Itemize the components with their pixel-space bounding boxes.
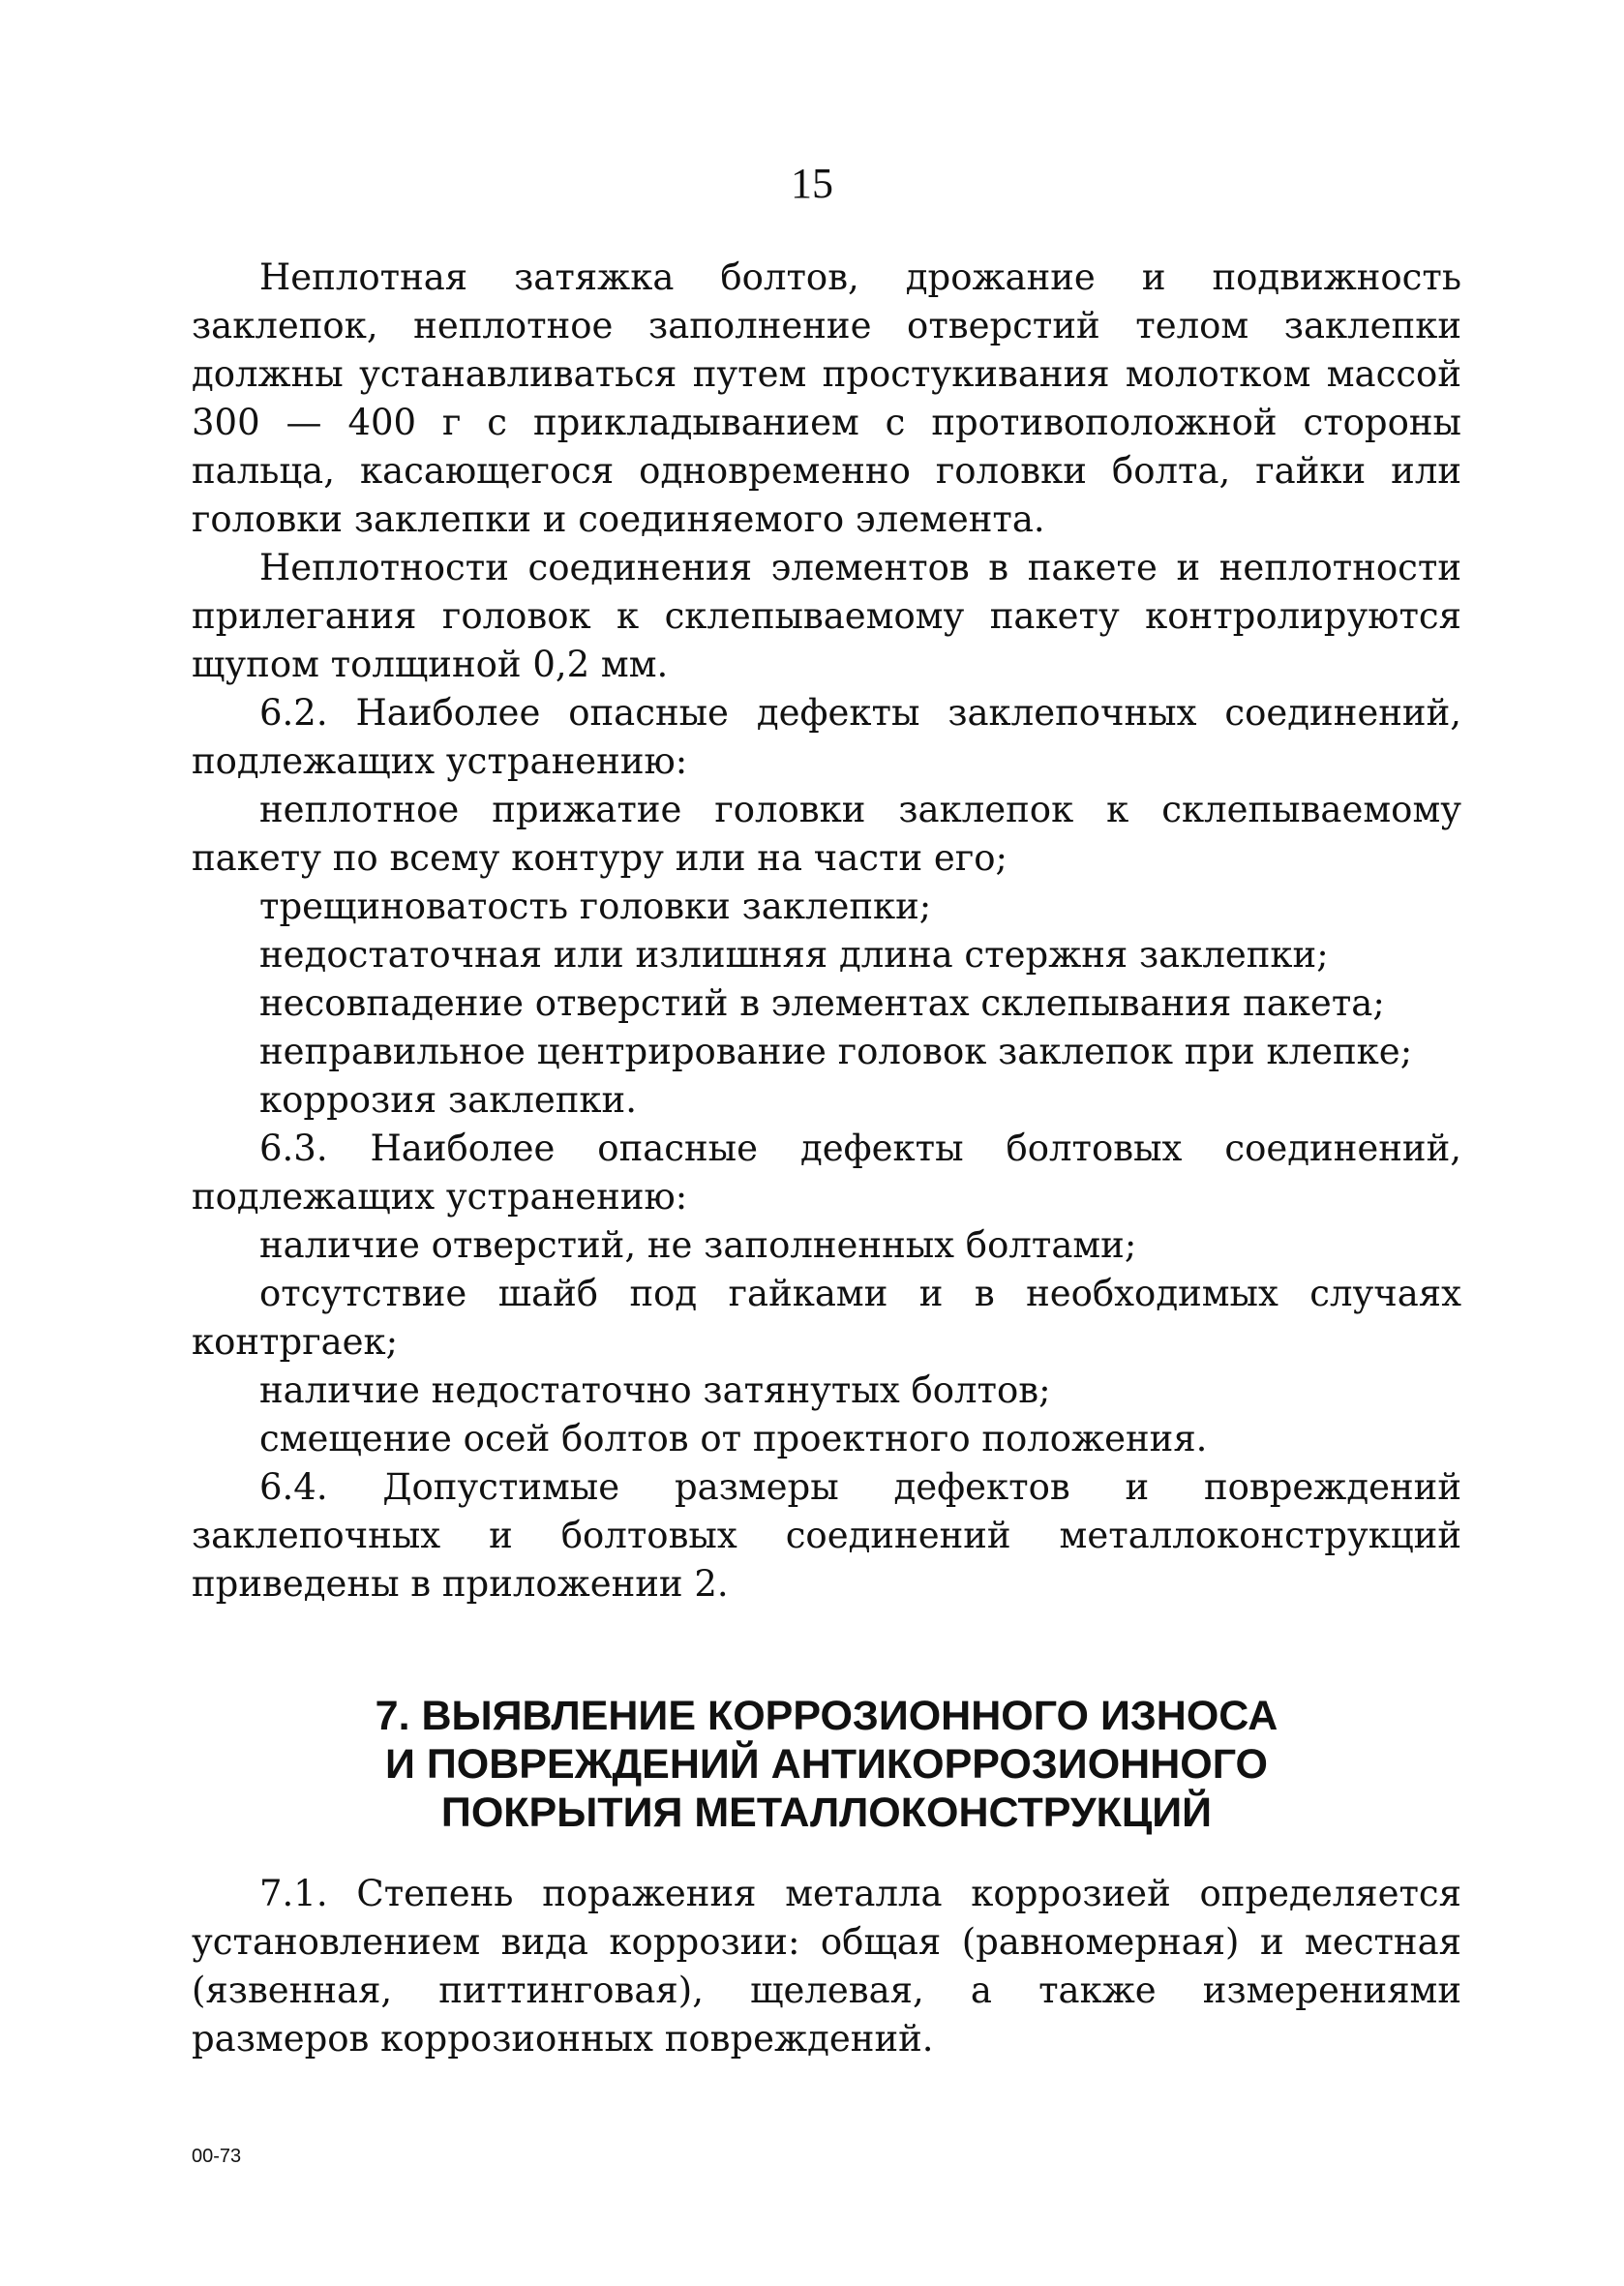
list-item: коррозия заклепки. [259, 1079, 637, 1121]
page-number: 15 [791, 160, 833, 207]
paragraph-6-4: 6.4. Допустимые размеры дефектов и повреждений заклепочных и болтовых соединений металлоконструкций приведены в приложении 2. [192, 1466, 1461, 1605]
paragraph-7-1: 7.1. Степень поражения металла коррозией определяется установлением вида коррозии: общая (равномерная) и местная (язвенная, питтинговая), щелевая, а также измерениями размеров коррозионных повреждений. [192, 1873, 1461, 2060]
list-item: наличие недостаточно затянутых болтов; [259, 1369, 1051, 1411]
list-item: отсутствие шайб под гайками и в необходимых случаях контргаек; [192, 1273, 1461, 1363]
list-item: смещение осей болтов от проектного положения. [259, 1418, 1208, 1459]
list-item: недостаточная или излишняя длина стержня заклепки; [259, 934, 1329, 976]
section-6-body [192, 254, 1461, 1609]
heading-line: 7. ВЫЯВЛЕНИЕ КОРРОЗИОННОГО ИЗНОСА [375, 1693, 1278, 1739]
section-7-body [192, 1870, 1461, 2063]
list-item: неправильное центрирование головок заклепок при клепке; [259, 1031, 1413, 1072]
list-item: трещиноватость головки заклепки; [259, 886, 932, 927]
section-7-heading [192, 1692, 1461, 1837]
heading-line: И ПОВРЕЖДЕНИЙ АНТИКОРРОЗИОННОГО [385, 1741, 1268, 1788]
heading-line: ПОКРЫТИЯ МЕТАЛЛОКОНСТРУКЦИЙ [440, 1790, 1213, 1836]
paragraph: Неплотная затяжка болтов, дрожание и подвижность заклепок, неплотное заполнение отверстий телом заклепки должны устанавливаться путем простукивания молотком массой 300 — 400 г с прикладыванием с противоположной стороны пальца, касающегося одновременно головки болта, гайки или головки заклепки и соединяемого элемента. [192, 256, 1461, 540]
paragraph-6-3: 6.3. Наиболее опасные дефекты болтовых соединений, подлежащих устранению: [192, 1128, 1461, 1218]
paragraph-6-2: 6.2. Наиболее опасные дефекты заклепочных соединений, подлежащих устранению: [192, 692, 1461, 782]
list-item: несовпадение отверстий в элементах склепывания пакета; [259, 982, 1385, 1024]
footer-code: 00-73 [192, 2146, 242, 2167]
list-item: неплотное прижатие головки заклепок к склепываемому пакету по всему контуру или на части его; [192, 789, 1461, 879]
paragraph: Неплотности соединения элементов в пакете и неплотности прилегания головок к склепываемому пакету контролируются щупом толщиной 0,2 мм. [192, 547, 1461, 685]
list-item: наличие отверстий, не заполненных болтами; [259, 1224, 1137, 1266]
